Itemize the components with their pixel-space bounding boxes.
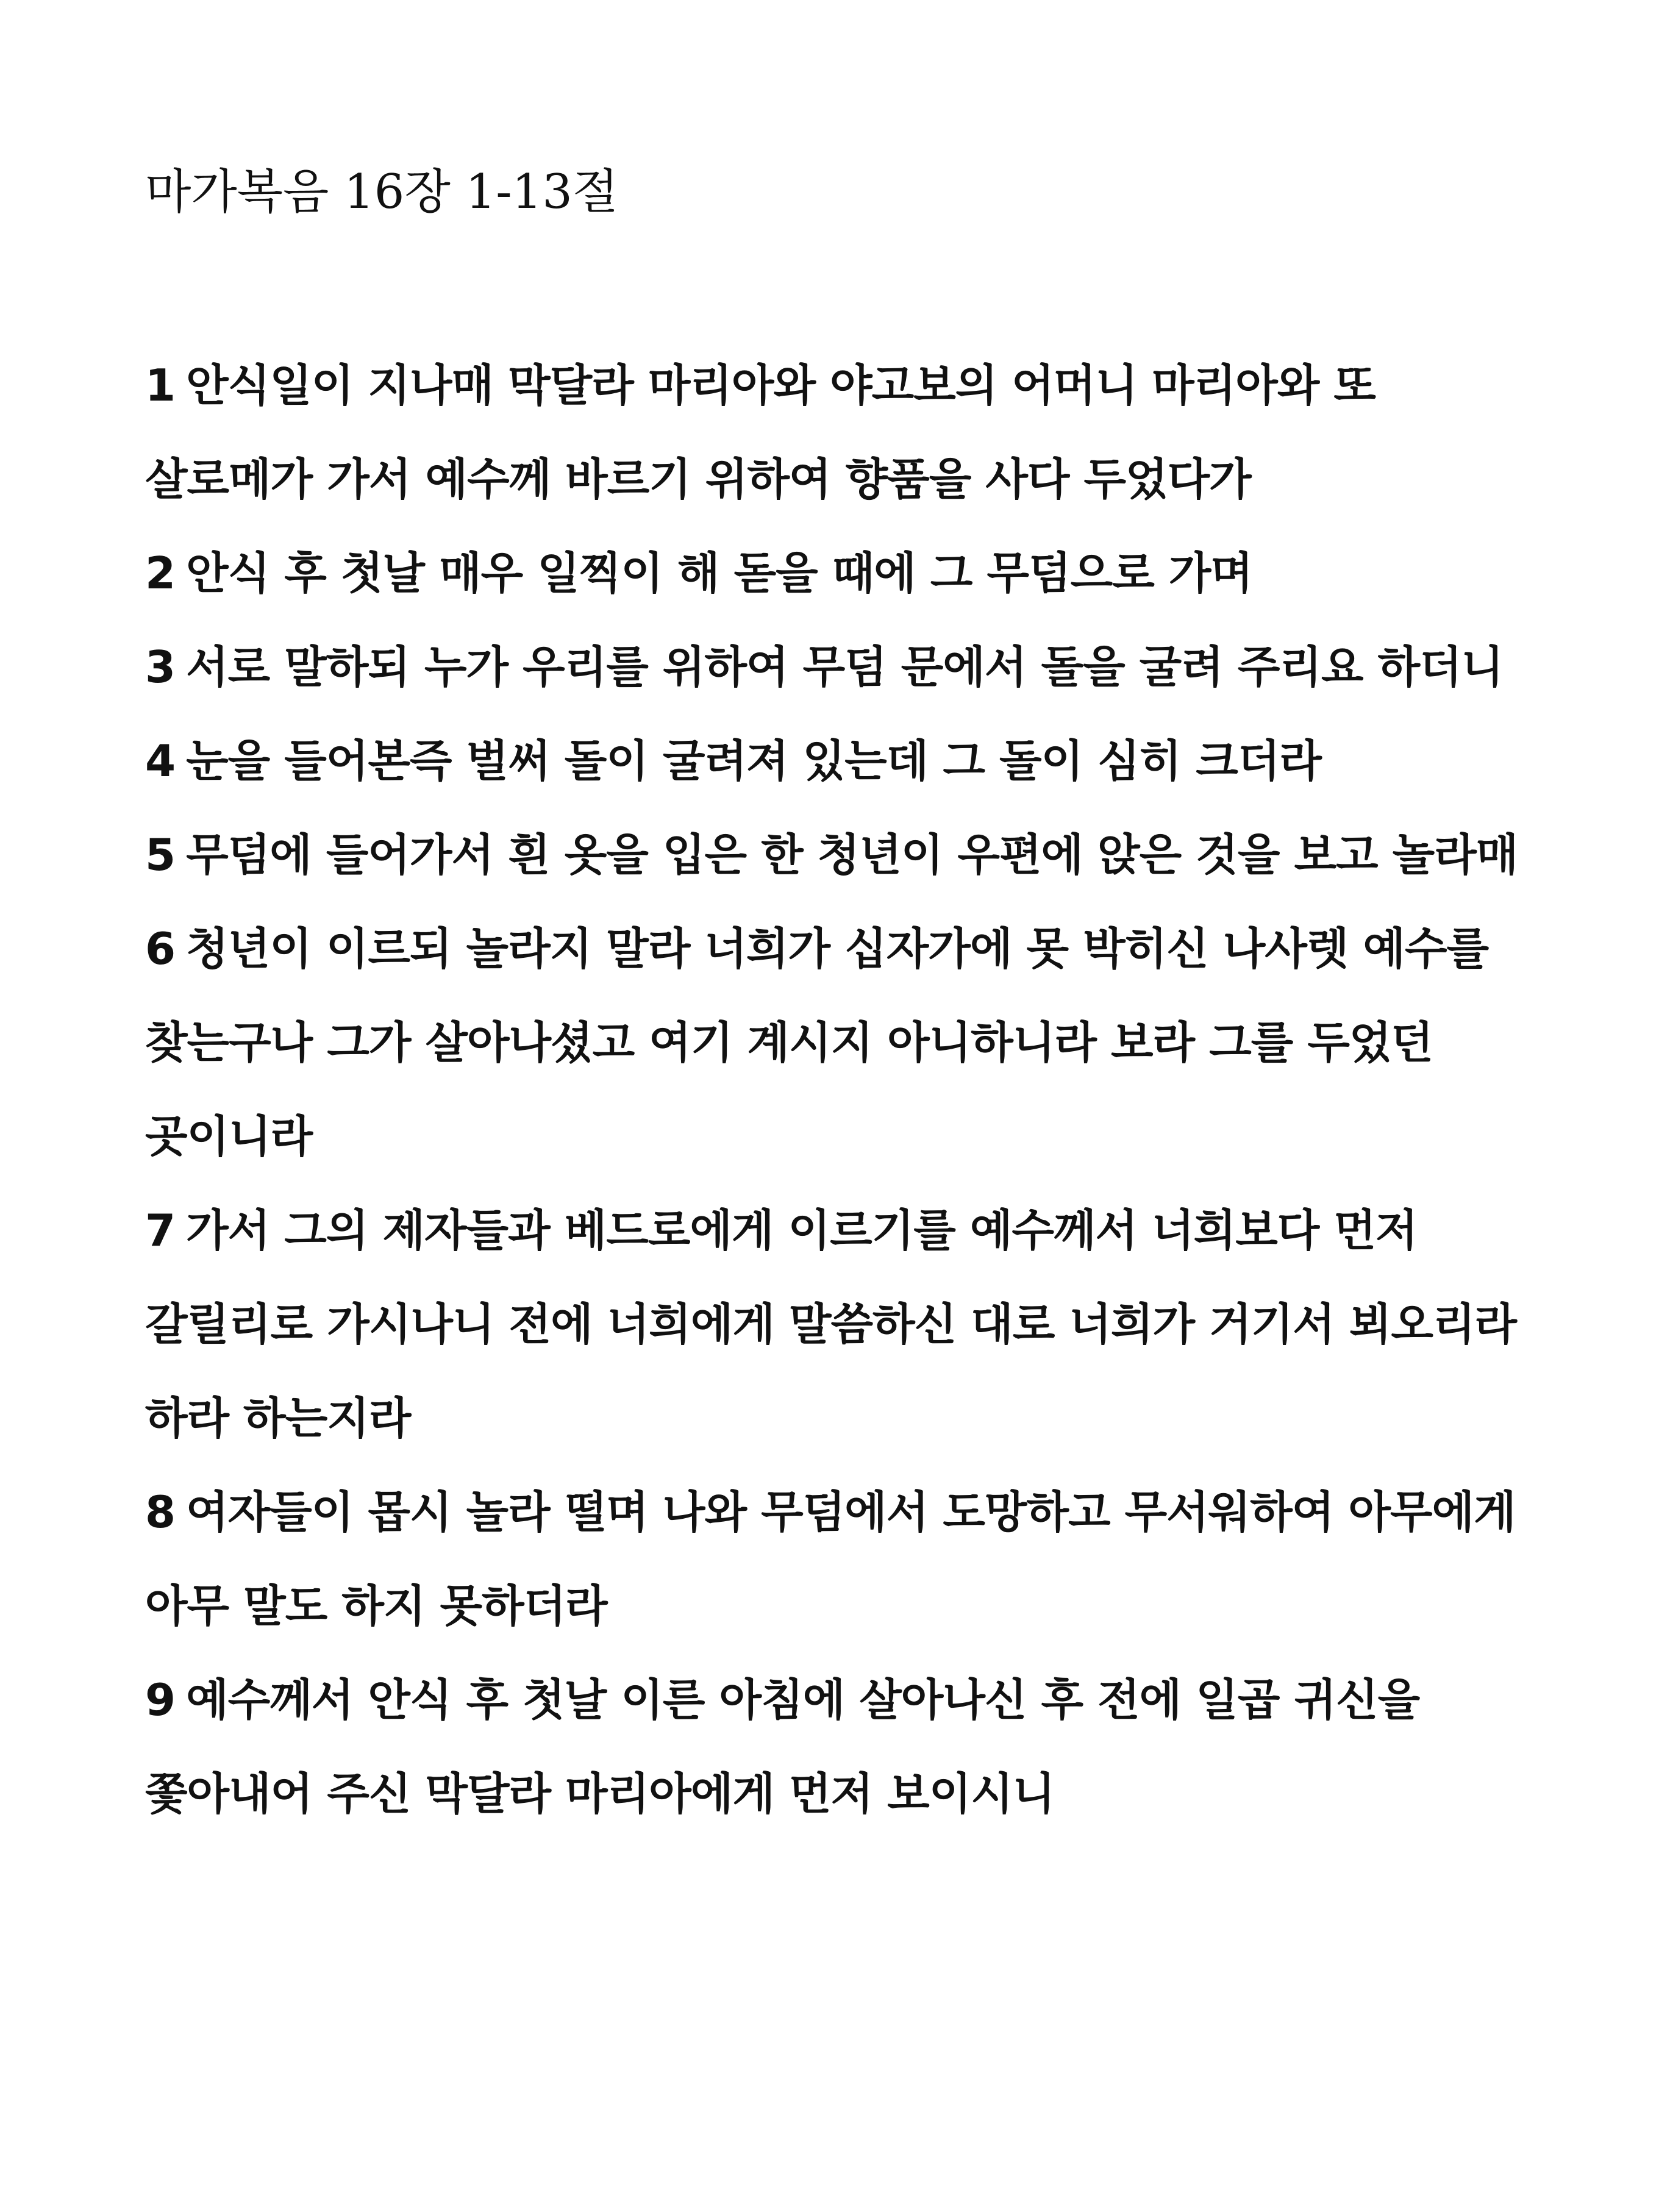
verse-number: 9 — [145, 1674, 176, 1725]
verse-number: 2 — [145, 548, 176, 599]
verse-number: 8 — [145, 1486, 176, 1538]
verse-text: 가서 그의 제자들과 베드로에게 이르기를 예수께서 너희보다 먼저 갈릴리로 가시나니 전에 너희에게 말씀하신 대로 너희가 거기서 뵈오리라 하라 하는지라 — [145, 1205, 1517, 1444]
verse-list — [145, 338, 1541, 1841]
verse-number: 5 — [145, 829, 176, 880]
verse-8 — [145, 1465, 1541, 1653]
verse-2 — [145, 526, 1541, 620]
verse-9 — [145, 1653, 1541, 1841]
verse-text: 안식일이 지나매 막달라 마리아와 야고보의 어머니 마리아와 또 살로메가 가서 예수께 바르기 위하여 향품을 사다 두었다가 — [145, 360, 1375, 505]
verse-text: 서로 말하되 누가 우리를 위하여 무덤 문에서 돌을 굴려 주리요 하더니 — [186, 641, 1504, 693]
verse-1 — [145, 338, 1541, 526]
document-title: 마가복음 16장 1-13절 — [145, 165, 619, 219]
verse-text: 청년이 이르되 놀라지 말라 너희가 십자가에 못 박히신 나사렛 예수를 찾는구나 그가 살아나셨고 여기 계시지 아니하니라 보라 그를 두었던 곳이니라 — [145, 923, 1489, 1162]
verse-4 — [145, 714, 1541, 808]
verse-text: 여자들이 몹시 놀라 떨며 나와 무덤에서 도망하고 무서워하여 아무에게 아무 말도 하지 못하더라 — [145, 1486, 1516, 1632]
verse-text: 눈을 들어본즉 벌써 돌이 굴려져 있는데 그 돌이 심히 크더라 — [186, 735, 1321, 787]
verse-number: 1 — [145, 360, 176, 411]
verse-text: 무덤에 들어가서 흰 옷을 입은 한 청년이 우편에 앉은 것을 보고 놀라매 — [186, 829, 1518, 880]
verse-6 — [145, 902, 1541, 1183]
verse-number: 3 — [145, 641, 176, 693]
verse-number: 6 — [145, 923, 176, 974]
verse-number: 7 — [145, 1205, 176, 1256]
verse-3 — [145, 620, 1541, 714]
verse-5 — [145, 808, 1541, 902]
verse-text: 예수께서 안식 후 첫날 이른 아침에 살아나신 후 전에 일곱 귀신을 쫓아내어 주신 막달라 마리아에게 먼저 보이시니 — [145, 1674, 1420, 1819]
verse-text: 안식 후 첫날 매우 일찍이 해 돋을 때에 그 무덤으로 가며 — [186, 548, 1252, 599]
verse-number: 4 — [145, 735, 176, 787]
verse-7 — [145, 1183, 1541, 1465]
